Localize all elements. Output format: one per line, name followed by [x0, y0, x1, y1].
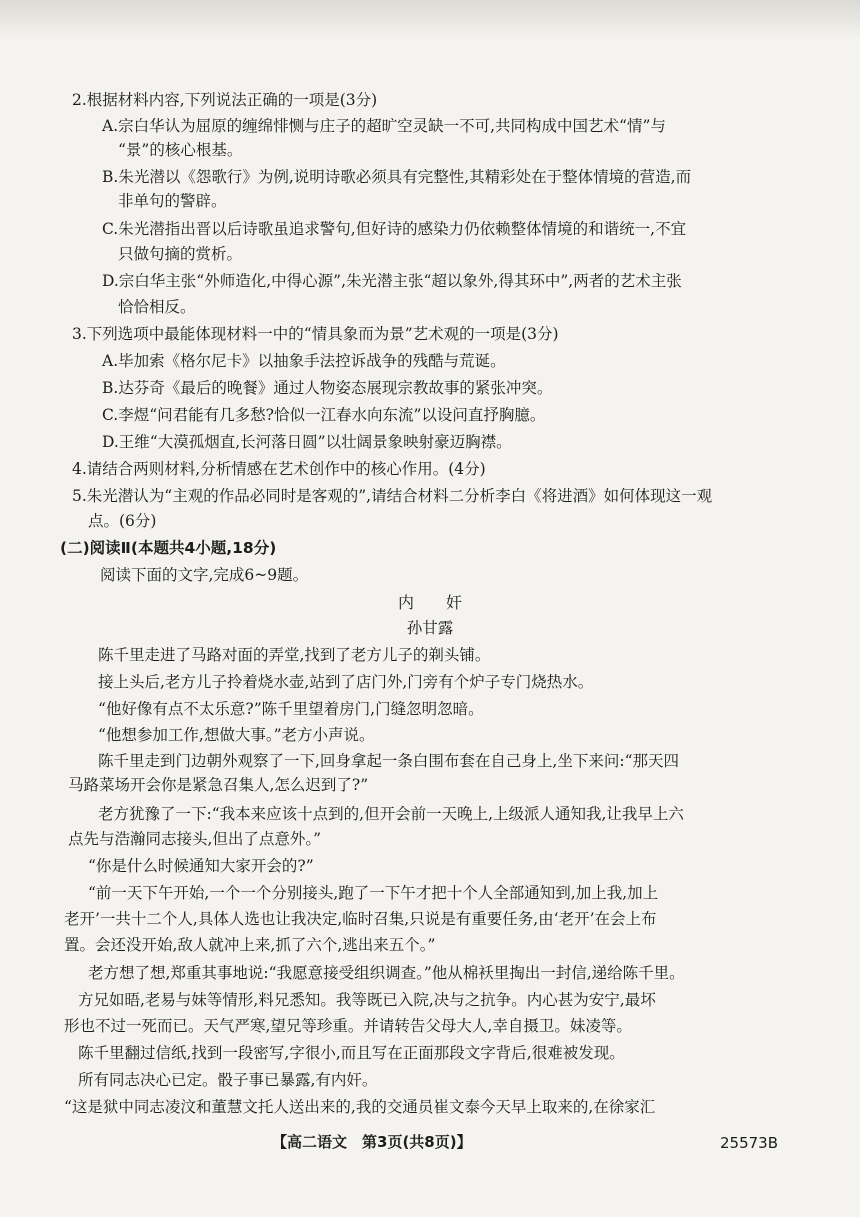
story-paragraph-cont: 老开’一共十二个人,具体人选也让我决定,临时召集,只说是有重要任务,由‘老开’在会上布 [64, 910, 657, 928]
q3-stem: 3.下列选项中最能体现材料一中的“情具象而为景”艺术观的一项是(3分) [72, 325, 559, 343]
story-title: 内 奸 [397, 593, 462, 612]
story-author: 孙甘露 [406, 619, 454, 637]
q2-option-c-line2: 只做句摘的赏析。 [118, 245, 243, 263]
story-paragraph: 接上头后,老方儿子拎着烧水壶,站到了店门外,门旁有个炉子专门烧热水。 [98, 673, 594, 691]
story-paragraph: “前一天下午开始,一个一个分别接头,跑了一下午才把十个人全部通知到,加上我,加上 [88, 884, 659, 902]
story-paragraph: “他好像有点不太乐意?”陈千里望着房门,门缝忽明忽暗。 [98, 700, 484, 718]
story-letter-cont: 形也不过一死而已。天气严寒,望兄等珍重。并请转告父母大人,幸自摄卫。妹凌等。 [64, 1017, 632, 1035]
q2-option-b-line1: B.朱光潜以《怨歌行》为例,说明诗歌必须具有完整性,其精彩处在于整体情境的营造,而 [102, 168, 692, 186]
story-paragraph: 老方想了想,郑重其事地说:“我愿意接受组织调查。”他从棉袄里掏出一封信,递给陈千里。 [88, 964, 685, 982]
q3-option-c: C.李煜“问君能有几多愁?恰似一江春水向东流”以设问直抒胸臆。 [102, 406, 546, 424]
q3-option-d: D.王维“大漠孤烟直,长河落日圆”以壮阔景象映射豪迈胸襟。 [102, 433, 512, 451]
story-letter: 方兄如晤,老易与妹等情形,料兄悉知。我等既已入院,决与之抗争。内心甚为安宁,最坏 [78, 991, 656, 1009]
q4-stem: 4.请结合两则材料,分析情感在艺术创作中的核心作用。(4分) [72, 460, 486, 478]
story-paragraph: “他想参加工作,想做大事。”老方小声说。 [98, 726, 375, 744]
page-code: 25573B [720, 1134, 779, 1152]
section-instruction: 阅读下面的文字,完成6~9题。 [100, 566, 309, 584]
story-paragraph-cont: 马路菜场开会你是紧急召集人,怎么迟到了?” [68, 776, 369, 794]
q2-option-a-line2: “景”的核心根基。 [118, 141, 243, 159]
q2-option-d-line1: D.宗白华主张“外师造化,中得心源”,朱光潜主张“超以象外,得其环中”,两者的艺术主张 [102, 272, 682, 290]
page-footer-label: 【高二语文 第3页(共8页)】 [272, 1133, 472, 1151]
q2-option-a-line1: A.宗白华认为屈原的缠绵悱恻与庄子的超旷空灵缺一不可,共同构成中国艺术“情”与 [102, 117, 666, 135]
story-paragraph: 陈千里走到门边朝外观察了一下,回身拿起一条白围布套在自己身上,坐下来问:“那天四 [98, 752, 680, 770]
story-paragraph: “这是狱中同志凌汶和董慧文托人送出来的,我的交通员崔文泰今天早上取来的,在徐家汇 [64, 1098, 656, 1116]
q2-option-d-line2: 恰恰相反。 [118, 298, 196, 316]
story-paragraph: 陈千里走进了马路对面的弄堂,找到了老方儿子的剃头铺。 [98, 646, 491, 664]
q3-option-a: A.毕加索《格尔尼卡》以抽象手法控诉战争的残酷与荒诞。 [102, 352, 506, 370]
story-paragraph: “你是什么时候通知大家开会的?” [88, 857, 314, 875]
story-paragraph: 老方犹豫了一下:“我本来应该十点到的,但开会前一天晚上,上级派人通知我,让我早上六 [98, 805, 684, 823]
section-heading: (二)阅读Ⅱ(本题共4小题,18分) [60, 539, 277, 557]
story-paragraph: 陈千里翻过信纸,找到一段密写,字很小,而且写在正面那段文字背后,很难被发现。 [78, 1044, 625, 1062]
q2-stem: 2.根据材料内容,下列说法正确的一项是(3分) [72, 91, 378, 109]
q5-stem-line2: 点。(6分) [88, 512, 157, 530]
q2-option-c-line1: C.朱光潜指出晋以后诗歌虽追求警句,但好诗的感染力仍依赖整体情境的和谐统一,不宜 [102, 220, 687, 238]
story-paragraph-cont: 点先与浩瀚同志接头,但出了点意外。” [68, 830, 322, 848]
story-paragraph-cont: 置。会还没开始,敌人就冲上来,抓了六个,逃出来五个。” [64, 936, 436, 954]
q5-stem-line1: 5.朱光潜认为“主观的作品必同时是客观的”,请结合材料二分析李白《将进酒》如何体现这一观 [72, 487, 713, 505]
q2-option-b-line2: 非单句的警辟。 [118, 192, 227, 210]
story-secret-message: 所有同志决心已定。骰子事已暴露,有内奸。 [78, 1071, 378, 1089]
q3-option-b: B.达芬奇《最后的晚餐》通过人物姿态展现宗教故事的紧张冲突。 [102, 379, 553, 397]
